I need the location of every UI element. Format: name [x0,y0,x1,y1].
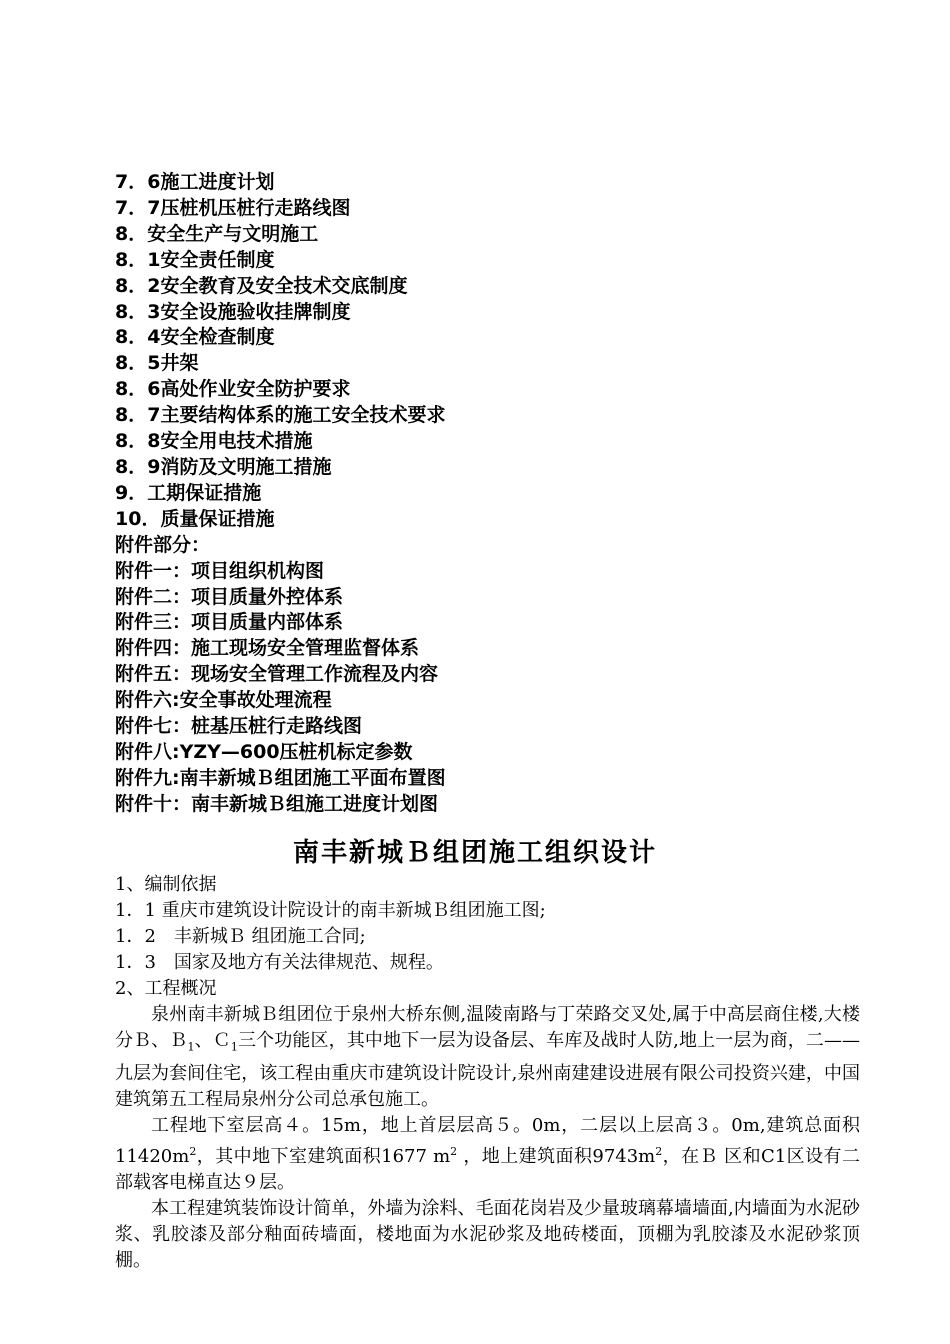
list-item: 1．2 丰新城Ｂ 组团施工合同; [115,926,366,947]
text-run: ，地上建筑面积9743m [457,1145,656,1167]
toc-item: 8．8安全用电技术措施 [115,430,313,453]
text-run: 、Ｃ [194,1030,231,1051]
toc-item: 8．2安全教育及安全技术交底制度 [115,274,408,297]
section-heading: 2、工程概况 [115,978,217,999]
toc-item: 附件八:YZY—600压桩机标定参数 [115,740,413,763]
toc-item: 8．7主要结构体系的施工安全技术要求 [115,404,446,427]
subscript: 1 [187,1040,195,1054]
toc-item: 7．7压桩机压桩行走路线图 [115,196,351,219]
toc-item: 8．3安全设施验收挂牌制度 [115,300,351,323]
list-item: 1．1 重庆市建筑设计院设计的南丰新城Ｂ组团施工图; [115,900,546,921]
toc-item: 附件六:安全事故处理流程 [115,689,332,712]
toc-item: 附件十：南丰新城Ｂ组施工进度计划图 [115,792,439,815]
toc-item: 附件一：项目组织机构图 [115,559,325,582]
toc-item: 8．4安全检查制度 [115,326,275,349]
text-run: ，其中地下室建筑面积1677 m [196,1145,451,1167]
toc-item: 附件四：施工现场安全管理监督体系 [115,637,420,660]
paragraph: 本工程建筑装饰设计简单，外墙为涂料、毛面花岗岩及少量玻璃幕墙墙面,内墙面为水泥砂浆、乳胶漆及部分釉面砖墙面，楼地面为水泥砂浆及地砖楼面，顶棚为乳胶漆及水泥砂浆顶棚。 [115,1197,860,1271]
paragraph [115,1002,860,1113]
table-of-contents [115,170,875,818]
section-heading: 1、编制依据 [115,874,217,895]
toc-item: 附件三：项目质量内部体系 [115,611,344,634]
document-title: 南丰新城Ｂ组团施工组织设计 [292,838,657,868]
toc-item: 附件五：现场安全管理工作流程及内容 [115,663,439,686]
toc-item: 7．6施工进度计划 [115,171,275,193]
toc-item: 10．质量保证措施 [115,507,275,530]
text-run: 泉州南丰新城Ｂ组团位于泉州大桥东侧,温陵南路与丁荣路交叉处,属于中高层商住楼,大楼分Ｂ、Ｂ [115,1004,860,1051]
toc-item: 8．9消防及文明施工措施 [115,455,332,478]
superscript: 2 [450,1144,458,1158]
superscript: 2 [189,1144,197,1158]
toc-item: 附件九:南丰新城Ｂ组团施工平面布置图 [115,766,446,789]
document-body [115,872,860,1274]
toc-item: 8．安全生产与文明施工 [115,222,319,245]
superscript: 2 [655,1144,663,1158]
list-item: 1．3 国家及地方有关法律规范、规程。 [115,952,444,973]
toc-item: 9．工期保证措施 [115,481,262,504]
toc-item: 附件七：桩基压桩行走路线图 [115,715,363,738]
toc-item: 附件部分： [115,533,211,556]
text-run: 三个功能区，其中地下一层为设备层、车库及战时人防,地上一层为商，二——九层为套间住宅，该工程由重庆市建筑设计院设计,泉州南建建设进展有限公司投资兴建，中国建筑第五工程局泉州分公司总承包施工。 [115,1030,861,1110]
toc-item: 附件二：项目质量外控体系 [115,585,344,608]
toc-item: 8．1安全责任制度 [115,248,275,271]
toc-item: 8．5井架 [115,352,199,375]
toc-item: 8．6高处作业安全防护要求 [115,378,351,401]
paragraph [115,1113,860,1196]
text-run: ，在Ｂ 区和C1区设有二部载客电梯直达９层。 [115,1145,860,1193]
subscript: 1 [230,1040,238,1054]
text-run: 工程地下室层高４。15m，地上首层层高５。0m，二层以上层高３。0m,建筑总面积11420m [115,1114,860,1167]
